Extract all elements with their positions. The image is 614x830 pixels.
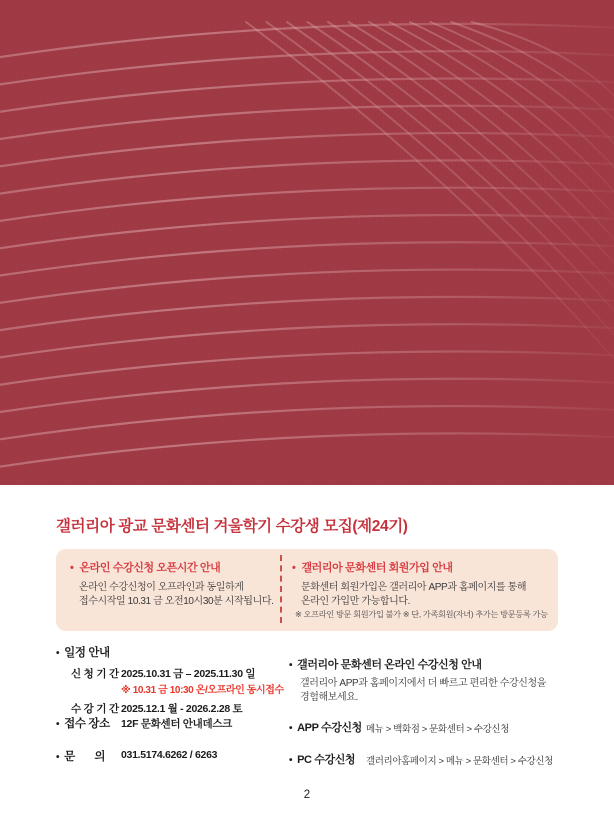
apply-period-note: ※ 10.31 금 10:30 온/오프라인 동시접수 [121, 685, 284, 696]
app-signup-path: 메뉴 > 백화점 > 문화센터 > 수강신청 [366, 724, 509, 735]
apply-period-value: 2025.10.31 금 – 2025.11.30 일 [121, 668, 256, 680]
app-signup-label: • APP 수강신청 [289, 719, 362, 735]
online-open-line2: 접수시작일 10.31 금 오전10시30분 시작됩니다. [79, 596, 274, 607]
notice-box [56, 549, 558, 631]
online-open-line1: 온라인 수강신청이 오프라인과 동일하게 [79, 582, 244, 593]
contact-label: • 문 의 [56, 748, 105, 764]
online-guide-heading: • 갤러리아 문화센터 온라인 수강신청 안내 [289, 656, 482, 672]
membership-line1: 문화센터 회원가입은 갤러리아 APP과 홈페이지를 통해 [301, 582, 527, 593]
membership-title: • 갤러리아 문화센터 회원가입 안내 [292, 559, 453, 575]
online-guide-line1: 갤러리아 APP과 홈페이지에서 더 빠르고 편리한 수강신청을 [300, 678, 547, 689]
pc-signup-label: • PC 수강신청 [289, 751, 355, 767]
schedule-heading: • 일정 안내 [56, 644, 110, 660]
page-title: 갤러리아 광교 문화센터 겨울학기 수강생 모집(제24기) [56, 518, 408, 535]
course-period-label: 수 강 기 간 [71, 703, 119, 715]
apply-period-label: 신 청 기 간 [71, 668, 119, 680]
online-open-title: • 온라인 수강신청 오픈시간 안내 [70, 559, 220, 575]
online-guide-line2: 경험해보세요. [300, 692, 358, 703]
membership-line2: 온라인 가입만 가능합니다. [301, 596, 410, 607]
course-period-value: 2025.12.1 월 - 2026.2.28 토 [121, 703, 243, 715]
place-label: • 접수 장소 [56, 715, 110, 731]
pc-signup-path: 갤러리아홈페이지 > 메뉴 > 문화센터 > 수강신청 [366, 756, 553, 767]
dashed-divider [280, 555, 282, 623]
place-value: 12F 문화센터 안내데스크 [121, 718, 233, 730]
page-number: 2 [303, 789, 311, 801]
membership-note: ※ 오프라인 방문 회원가입 불가 ※ 단, 가족회원(자녀) 추가는 방문등록 가능 [295, 610, 548, 619]
contact-value: 031.5174.6262 / 6263 [121, 749, 218, 761]
